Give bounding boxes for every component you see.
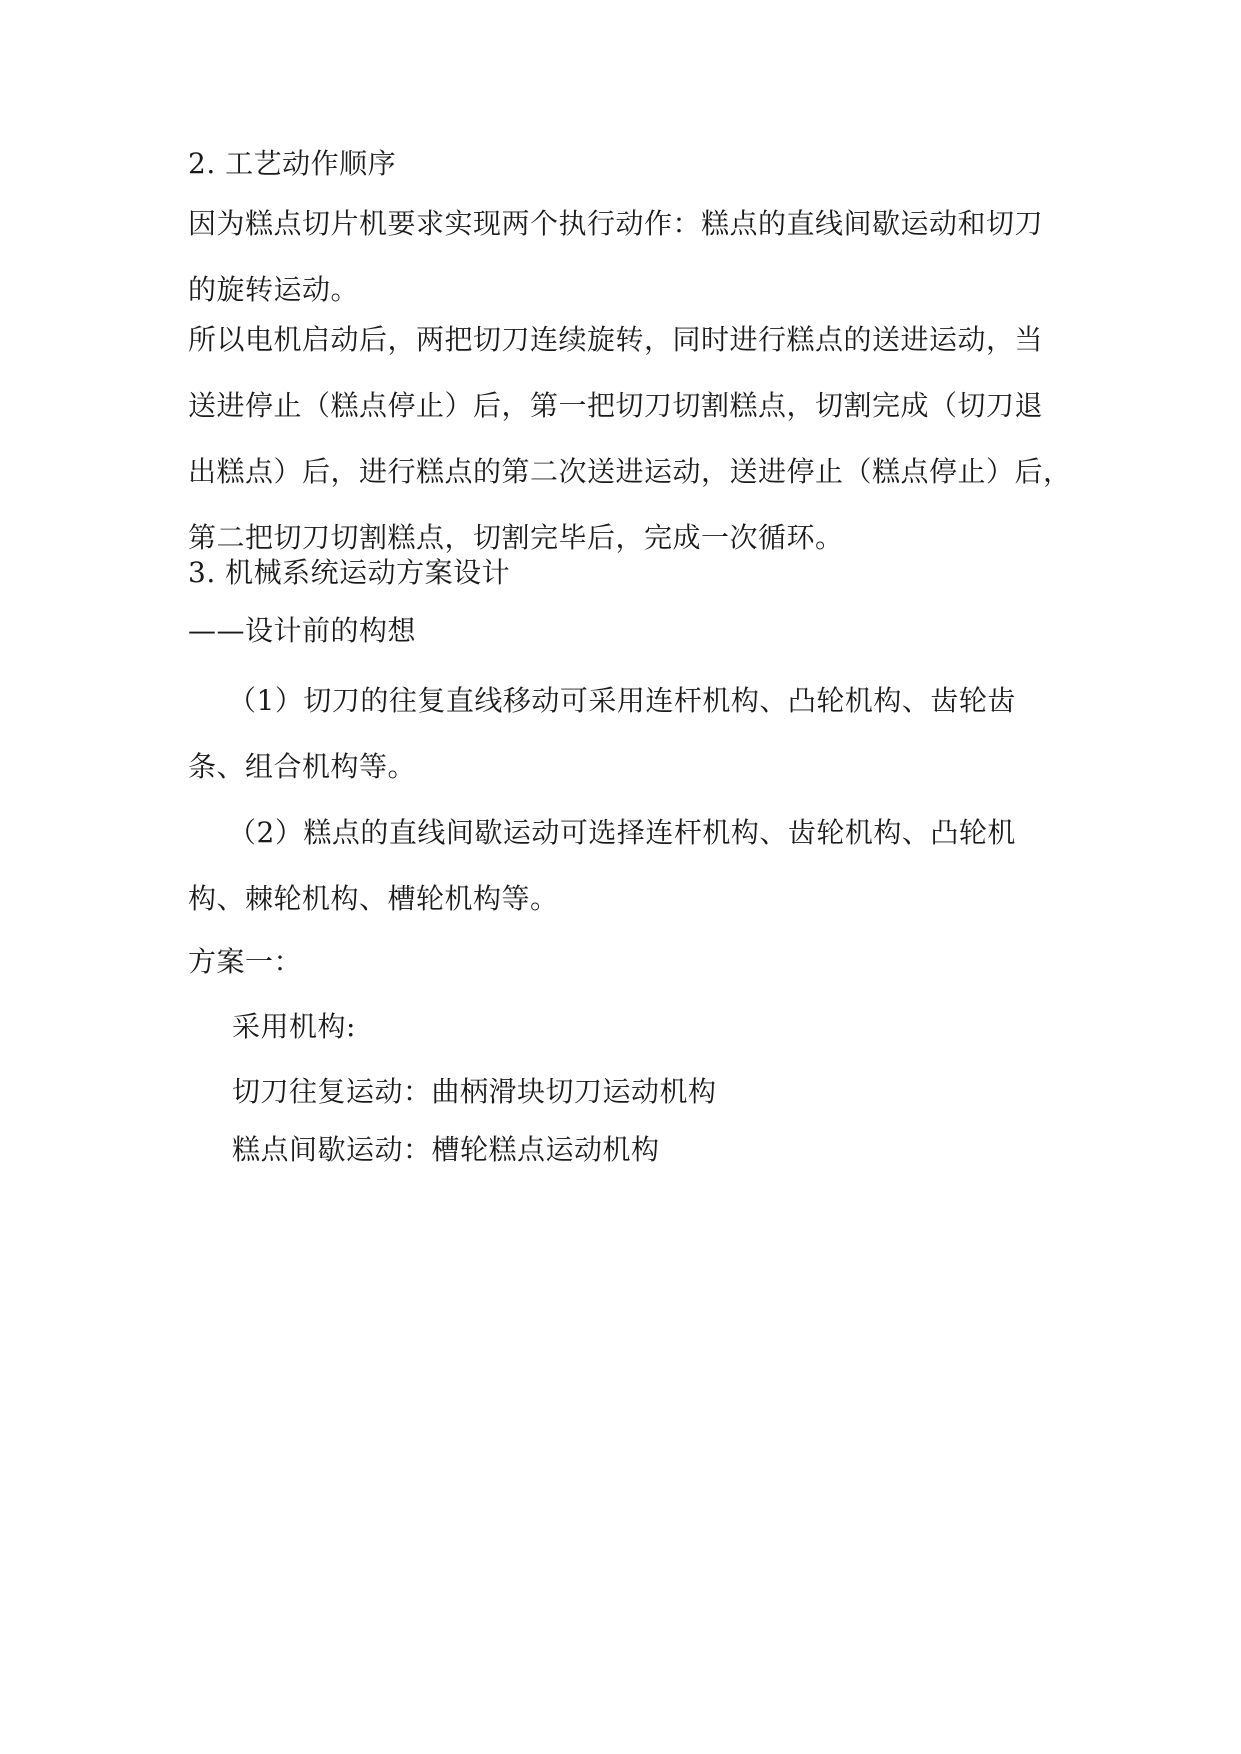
mechanism-item-1: 切刀往复运动：曲柄滑块切刀运动机构 (232, 1075, 717, 1108)
paragraph-line: 因为糕点切片机要求实现两个执行动作：糕点的直线间歇运动和切刀 (188, 207, 1044, 240)
section-heading-3: 3. 机械系统运动方案设计 (188, 556, 511, 589)
paragraph-line: 第二把切刀切割糕点，切割完毕后，完成一次循环。 (188, 521, 844, 554)
section-heading-2: 2. 工艺动作顺序 (188, 147, 397, 180)
sub-heading: ——设计前的构想 (188, 614, 417, 647)
mechanisms-label: 采用机构: (232, 1010, 356, 1043)
paragraph-line: 送进停止（糕点停止）后，第一把切刀切割糕点，切割完成（切刀退 (188, 389, 1044, 422)
list-item-line: （2）糕点的直线间歇运动可选择连杆机构、齿轮机构、凸轮机 (228, 816, 1016, 849)
paragraph-line: 出糕点）后，进行糕点的第二次送进运动，送进停止（糕点停止）后， (188, 455, 1072, 488)
paragraph-sequence (188, 307, 1072, 571)
list-item-1 (188, 668, 1058, 800)
paragraph-line: 所以电机启动后，两把切刀连续旋转，同时进行糕点的送进运动，当 (188, 323, 1044, 356)
paragraph-intro (188, 191, 1058, 323)
mechanism-item-2: 糕点间歇运动：槽轮糕点运动机构 (232, 1133, 660, 1166)
list-item-2 (188, 800, 1058, 932)
list-item-line: （1）切刀的往复直线移动可采用连杆机构、凸轮机构、齿轮齿 (228, 684, 1016, 717)
paragraph-line: 的旋转运动。 (188, 273, 360, 306)
list-item-line: 构、棘轮机构、槽轮机构等。 (188, 882, 559, 915)
list-item-line: 条、组合机构等。 (188, 750, 417, 783)
plan-title: 方案一： (188, 945, 303, 978)
